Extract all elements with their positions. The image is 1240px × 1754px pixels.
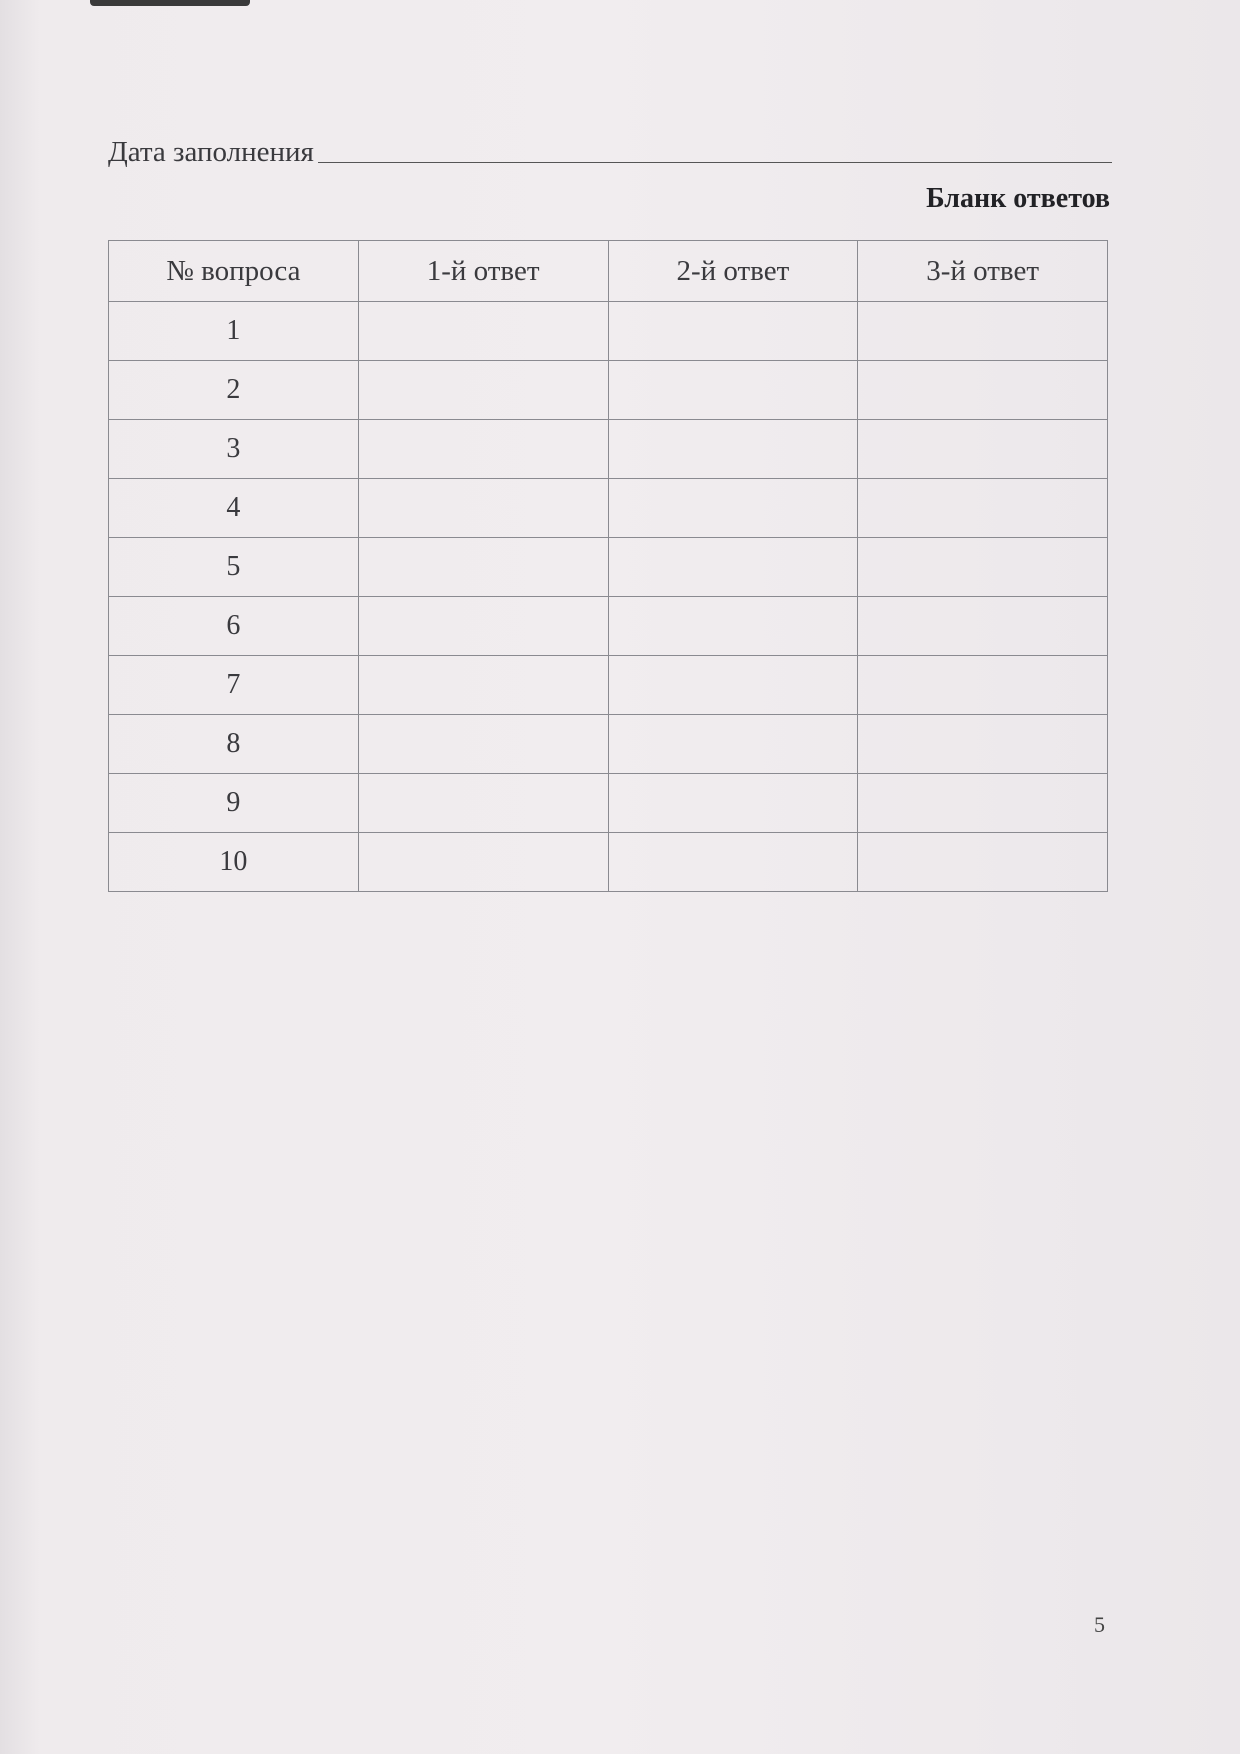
- answer-1-cell[interactable]: [358, 715, 608, 774]
- answer-1-cell[interactable]: [358, 597, 608, 656]
- answer-2-cell[interactable]: [608, 833, 858, 892]
- table-row: [109, 361, 1108, 420]
- question-number-cell: 4: [109, 479, 359, 538]
- fill-date-line: [318, 161, 1112, 163]
- answer-2-cell[interactable]: [608, 538, 858, 597]
- answer-2-cell[interactable]: [608, 656, 858, 715]
- answer-1-cell[interactable]: [358, 538, 608, 597]
- answer-2-cell[interactable]: [608, 420, 858, 479]
- answer-1-cell[interactable]: [358, 774, 608, 833]
- answer-3-cell[interactable]: [858, 420, 1108, 479]
- answer-3-cell[interactable]: [858, 538, 1108, 597]
- answer-2-cell[interactable]: [608, 715, 858, 774]
- table-body: [109, 302, 1108, 892]
- table-row: [109, 479, 1108, 538]
- answer-3-cell[interactable]: [858, 833, 1108, 892]
- table-header-row: [109, 241, 1108, 302]
- answer-1-cell[interactable]: [358, 479, 608, 538]
- answer-2-cell[interactable]: [608, 302, 858, 361]
- binding-strip: [90, 0, 250, 6]
- question-number-cell: 6: [109, 597, 359, 656]
- question-number-cell: 3: [109, 420, 359, 479]
- table-row: [109, 715, 1108, 774]
- table-row: [109, 420, 1108, 479]
- answer-3-cell[interactable]: [858, 715, 1108, 774]
- answer-3-cell[interactable]: [858, 774, 1108, 833]
- question-number-cell: 8: [109, 715, 359, 774]
- answer-1-cell[interactable]: [358, 656, 608, 715]
- table-row: [109, 302, 1108, 361]
- form-title: Бланк ответов: [926, 183, 1110, 214]
- answer-3-cell[interactable]: [858, 479, 1108, 538]
- table-row: [109, 538, 1108, 597]
- page-number: 5: [1094, 1612, 1105, 1637]
- answer-table: [108, 240, 1108, 892]
- answer-1-cell[interactable]: [358, 302, 608, 361]
- table-row: [109, 833, 1108, 892]
- answer-3-cell[interactable]: [858, 361, 1108, 420]
- header-answer-3: 3-й ответ: [858, 241, 1108, 302]
- answer-2-cell[interactable]: [608, 479, 858, 538]
- answer-1-cell[interactable]: [358, 833, 608, 892]
- header-question-number: № вопроса: [109, 241, 359, 302]
- question-number-cell: 5: [109, 538, 359, 597]
- answer-3-cell[interactable]: [858, 656, 1108, 715]
- answer-1-cell[interactable]: [358, 420, 608, 479]
- answer-2-cell[interactable]: [608, 597, 858, 656]
- header-answer-1: 1-й ответ: [358, 241, 608, 302]
- answer-3-cell[interactable]: [858, 597, 1108, 656]
- answer-1-cell[interactable]: [358, 361, 608, 420]
- answer-2-cell[interactable]: [608, 361, 858, 420]
- question-number-cell: 9: [109, 774, 359, 833]
- table-row: [109, 597, 1108, 656]
- question-number-cell: 10: [109, 833, 359, 892]
- question-number-cell: 2: [109, 361, 359, 420]
- table-row: [109, 774, 1108, 833]
- question-number-cell: 1: [109, 302, 359, 361]
- answer-3-cell[interactable]: [858, 302, 1108, 361]
- answer-2-cell[interactable]: [608, 774, 858, 833]
- table-row: [109, 656, 1108, 715]
- fill-date-label: Дата заполнения: [108, 136, 314, 168]
- question-number-cell: 7: [109, 656, 359, 715]
- header-answer-2: 2-й ответ: [608, 241, 858, 302]
- fill-date-row: [108, 136, 1112, 169]
